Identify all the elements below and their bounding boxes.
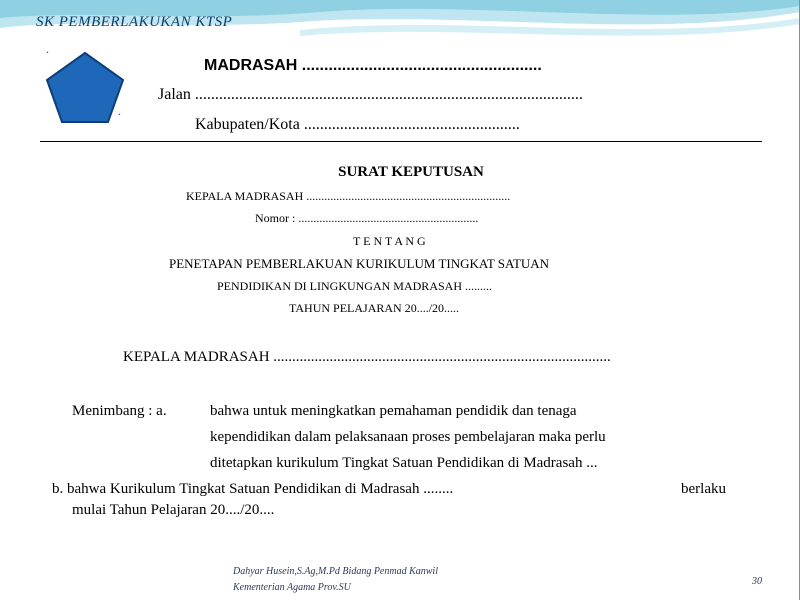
body-kepala-line: KEPALA MADRASAH .......................................................................................... [123,349,611,365]
slide-title: SK PEMBERLAKUKAN KTSP [36,14,233,30]
decree-subject-line: PENETAPAN PEMBERLAKUAN KURIKULUM TINGKAT SATUAN [169,256,550,271]
consideration-a-line: kependidikan dalam pelaksanaan proses pembelajaran maka perlu [210,429,606,445]
footer-author: Dahyar Husein,S.Ag,M.Pd Bidang Penmad Kanwil [233,566,438,577]
header-divider [40,141,762,142]
madrasah-name: MADRASAH ...................................................... [204,57,542,74]
decree-about: T E N T A N G [353,234,426,248]
decree-title: SURAT KEPUTUSAN [338,164,484,180]
decree-number: Nomor : ............................................................ [255,211,479,225]
bullet-dot: . [118,104,121,118]
regency-line: Kabupaten/Kota ...................................................... [195,116,520,133]
consideration-b-line: b. bahwa Kurikulum Tingkat Satuan Pendidikan di Madrasah ........ [52,481,454,497]
consideration-b-line: mulai Tahun Pelajaran 20..../20.... [72,502,275,518]
decree-issuer: KEPALA MADRASAH .................................................................... [186,189,511,203]
consideration-a-line: bahwa untuk meningkatkan pemahaman pendidik dan tenaga [210,403,577,419]
address-line: Jalan ................................................................................................. [158,86,583,103]
menimbang-label: Menimbang : a. [72,403,167,419]
consideration-a-line: ditetapkan kurikulum Tingkat Satuan Pendidikan di Madrasah ... [210,455,598,471]
decree-subject-line: PENDIDIKAN DI LINGKUNGAN MADRASAH ......... [217,279,492,293]
page-number: 30 [752,576,762,587]
decree-subject-line: TAHUN PELAJARAN 20..../20..... [289,301,460,315]
bullet-dot: . [46,42,49,56]
consideration-b-line-end: berlaku [681,481,726,497]
footer-office: Kementerian Agama Prov.SU [233,582,351,593]
